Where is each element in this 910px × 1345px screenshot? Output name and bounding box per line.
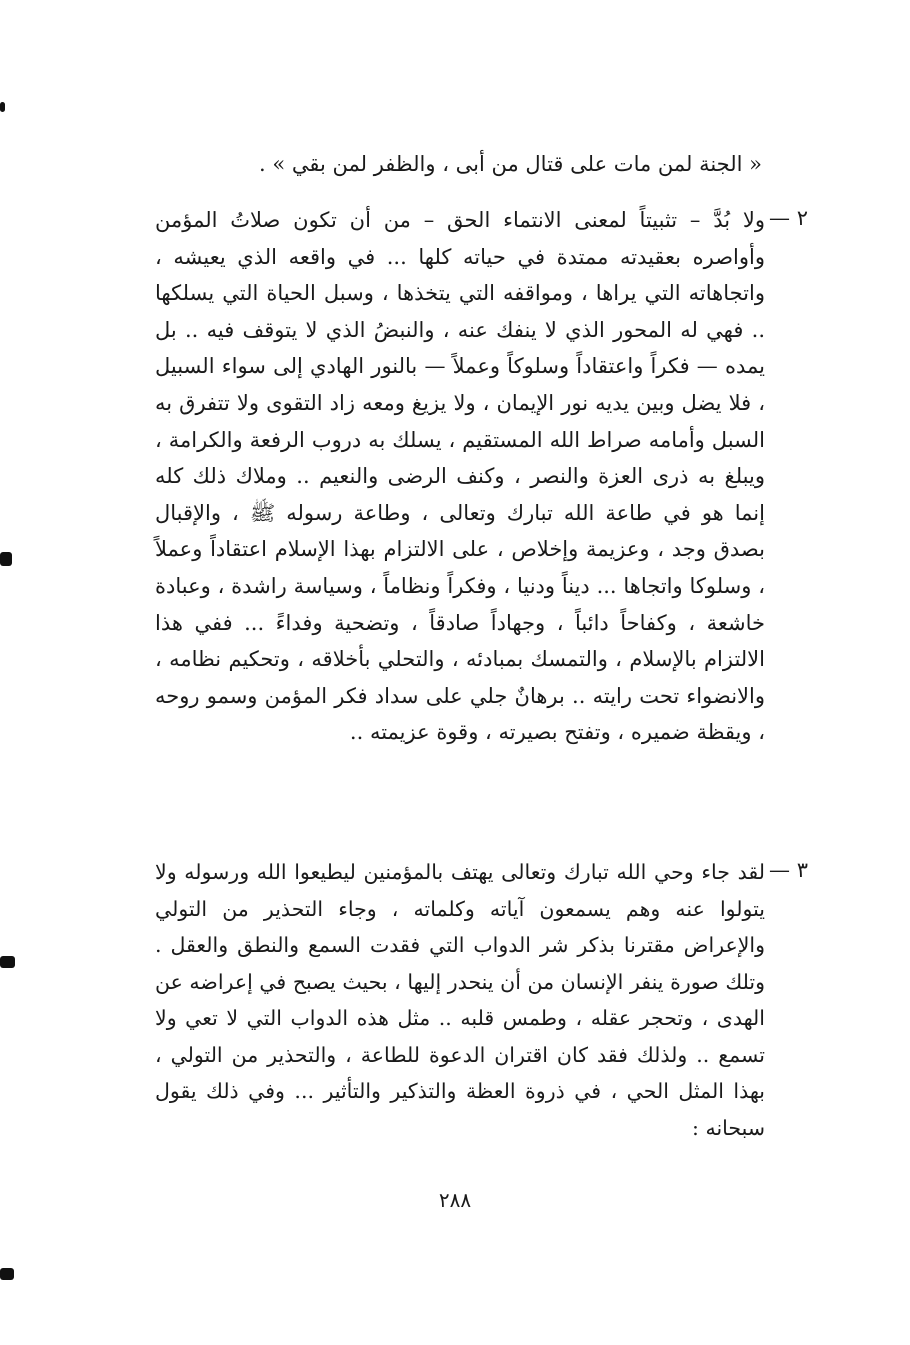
item-number-2: ٢ — [769,206,808,230]
page-number: ٢٨٨ [438,1188,472,1212]
item-number-3: ٣ — [769,858,808,882]
hadith-quote-line: « الجنة لمن مات على قتال من أبى ، والظفر لمن بقي » . [259,152,762,176]
scan-mark [0,956,15,968]
item-2-paragraph: ولا بُدَّ – تثبيتاً لمعنى الانتماء الحق – من أن تكون صلاتُ المؤمن وأواصره بعقيدته ممتدة في حياته كلها ... في واقعه الذي يعيشه ، واتجاهاته التي يراها ، ومواقفه التي يتخذها ، وسبل الحياة التي يسلكها .. فهي له المحور الذي لا ينفك عنه ، والنبضُ الذي لا يتوقف فيه .. بل يمده — فكراً واعتقاداً وسلوكاً وعملاً — بالنور الهادي إلى سواء السبيل ، فلا يضل وبين يديه نور الإيمان ، ولا يزيغ ومعه زاد التقوى ولا تتفرق به السبل وأمامه صراط الله المستقيم ، يسلك به دروب الرفعة والكرامة ، ويبلغ به ذرى العزة والنصر ، وكنف الرضى والنعيم .. وملاك ذلك كله إنما هو في طاعة الله تبارك وتعالى ، وطاعة رسوله ﷺ ، والإقبال بصدق وجد ، وعزيمة وإخلاص ، على الالتزام بهذا الإسلام اعتقاداً وعملاً ، وسلوكا واتجاها ... ديناً ودنيا ، وفكراً ونظاماً ، وسياسة راشدة ، وعبادة خاشعة ، وكفاحاً دائباً ، وجهاداً صادقاً ، وتضحية وفداءً ... ففي هذا الالتزام بالإسلام ، والتمسك بمبادئه ، والتحلي بأخلاقه ، وتحكيم نظامه ، والانضواء تحت رايته .. برهانٌ جلي على سداد فكر المؤمن وسمو روحه ، ويقظة ضميره ، وتفتح بصيرته ، وقوة عزيمته .. [155,208,765,745]
scan-mark [0,1268,14,1280]
scan-mark [0,552,12,566]
item-3-paragraph: لقد جاء وحي الله تبارك وتعالى يهتف بالمؤمنين ليطيعوا الله ورسوله ولا يتولوا عنه وهم يسمعون آياته وكلماته ، وجاء التحذير من التولي والإعراض مقترنا بذكر شر الدواب التي فقدت السمع والنطق والعقل . وتلك صورة ينفر الإنسان من أن ينحدر إليها ، بحيث يصبح في إعراضه عن الهدى ، وتحجر عقله ، وطمس قلبه .. مثل هذه الدواب التي لا تعي ولا تسمع .. ولذلك فقد كان اقتران الدعوة للطاعة ، والتحذير من التولي ، بهذا المثل الحي ، في ذروة العظة والتذكير والتأثير ... وفي ذلك يقول سبحانه : [155,860,765,1140]
scan-mark [0,102,5,112]
